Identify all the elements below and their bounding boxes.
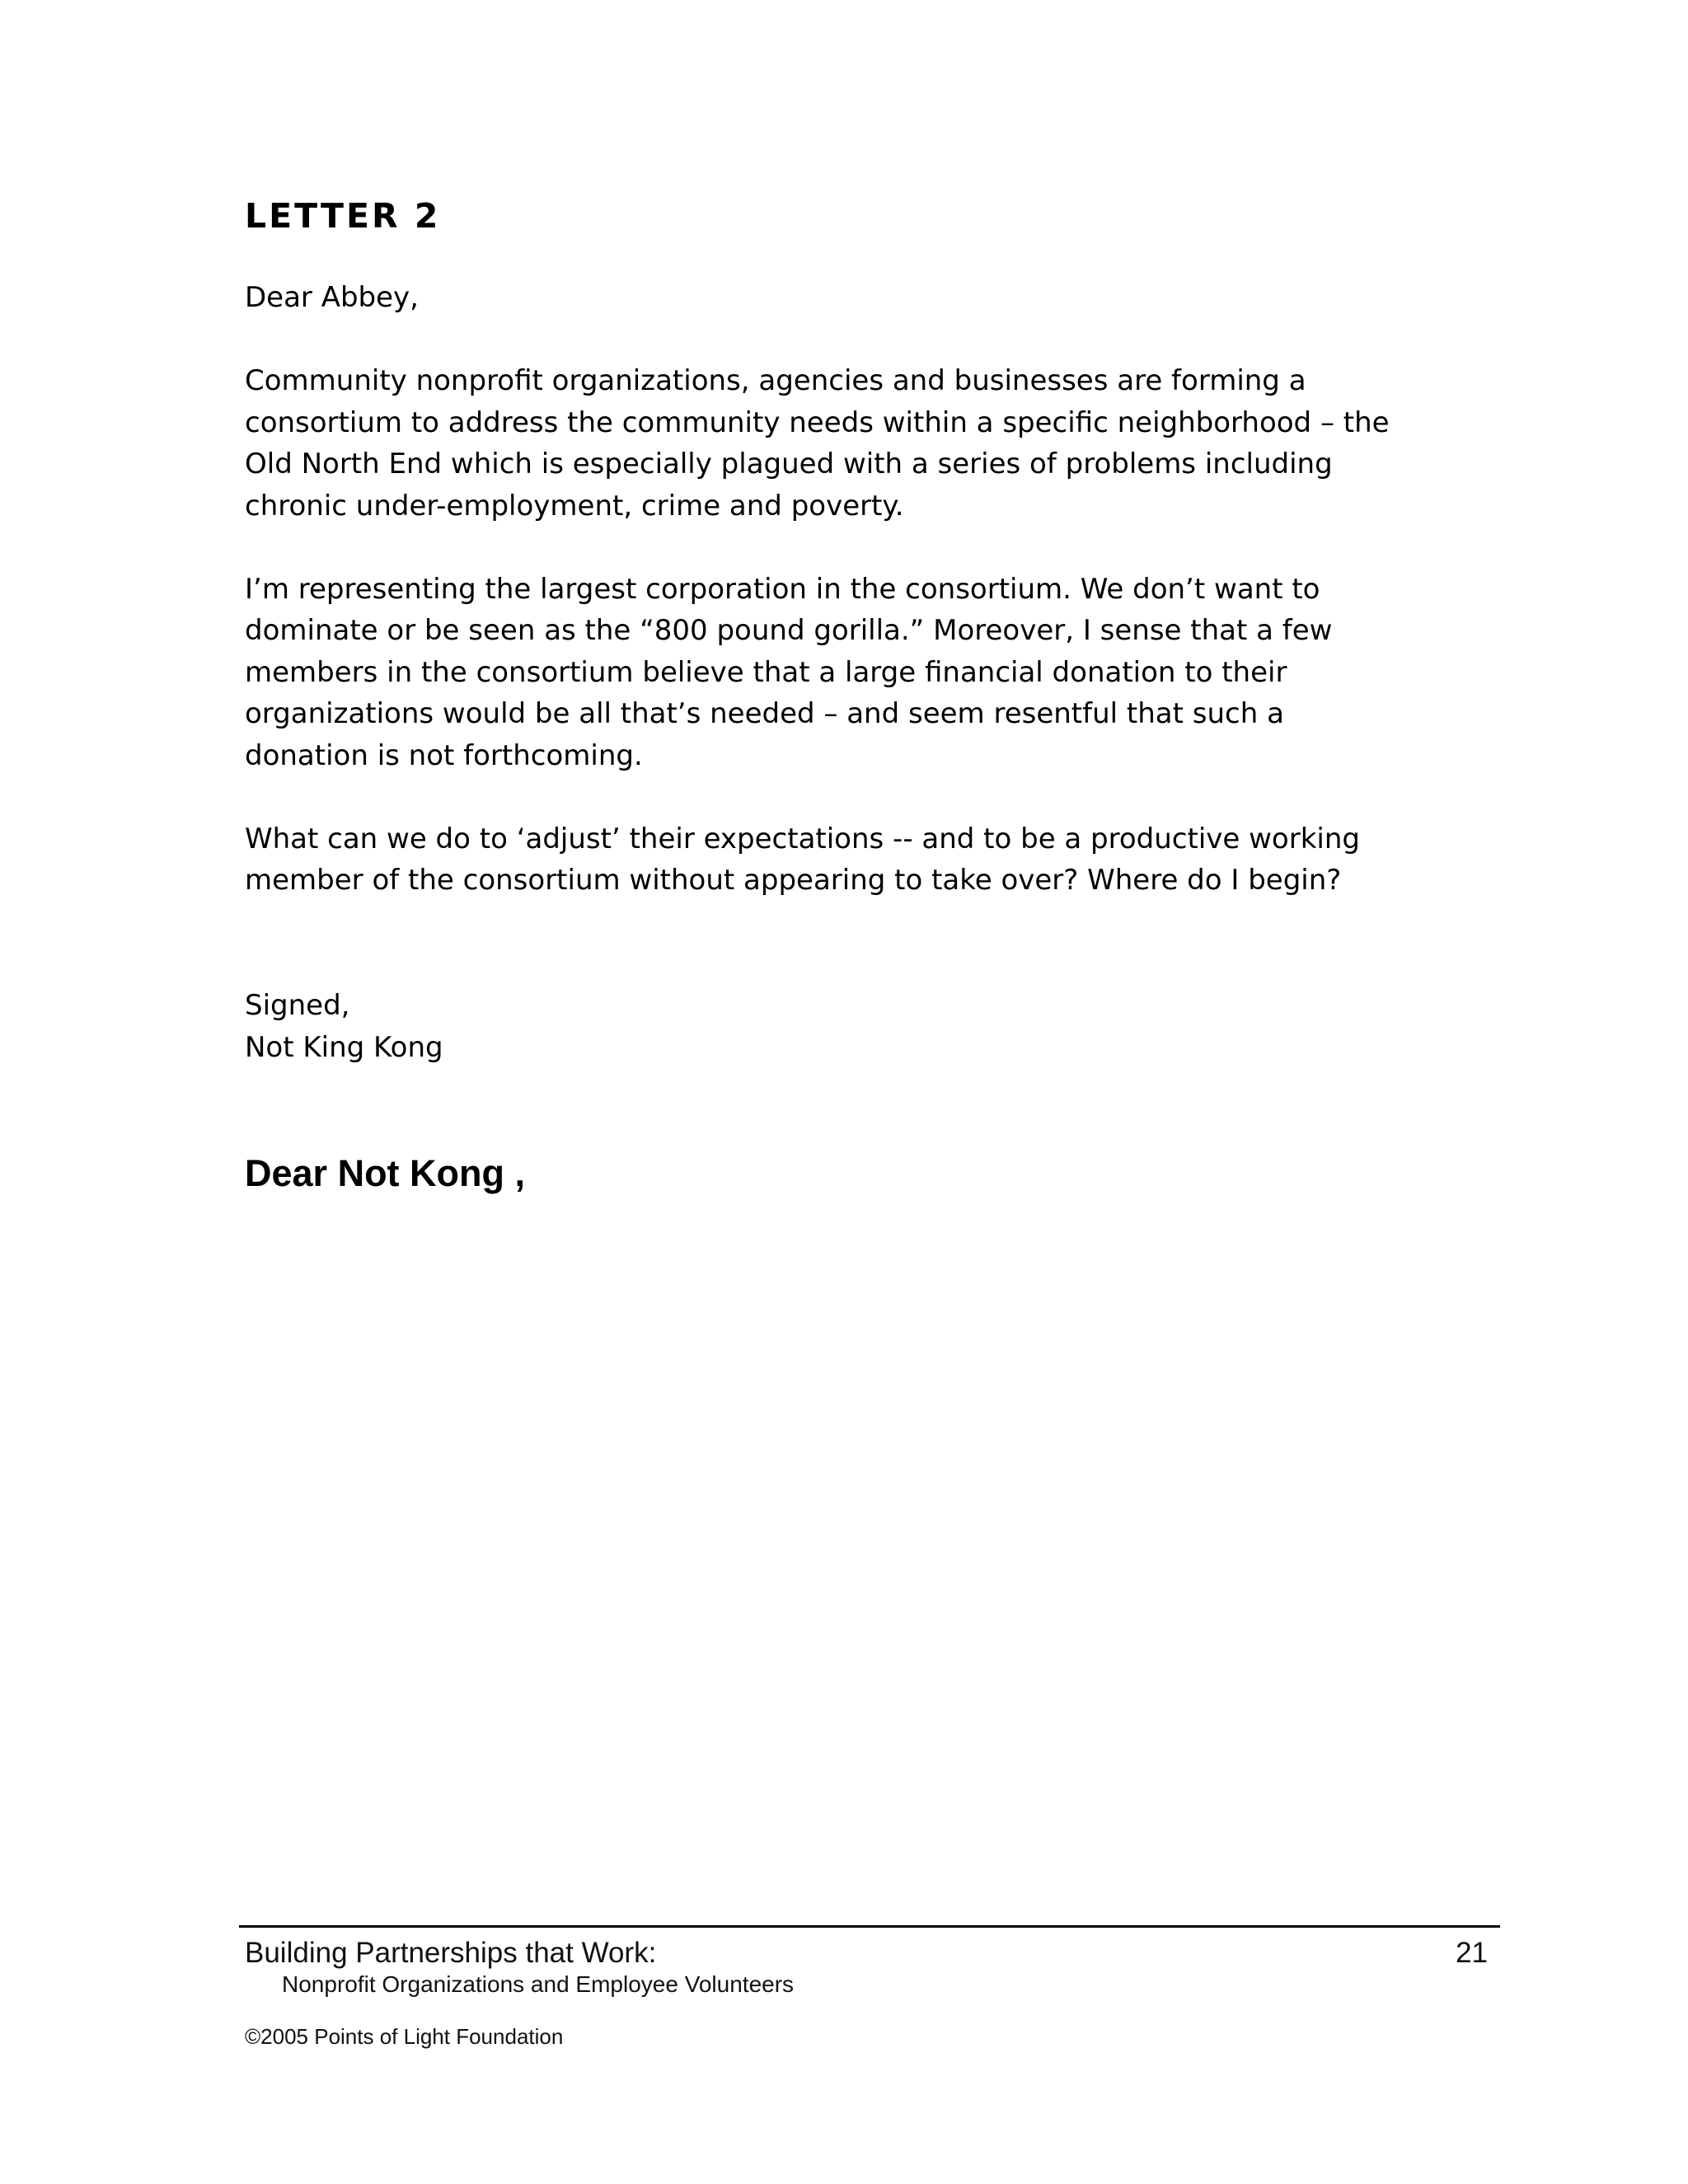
letter-line: chronic under-employment, crime and poverty. xyxy=(245,489,904,523)
footer-divider xyxy=(239,1925,1500,1928)
letter-signer: Not King Kong xyxy=(245,1030,443,1064)
letter-line: dominate or be seen as the “800 pound gorilla.” Moreover, I sense that a few xyxy=(245,614,1333,647)
letter-line: donation is not forthcoming. xyxy=(245,738,643,772)
letter-signature xyxy=(245,985,443,1068)
letter-paragraph xyxy=(245,818,1415,902)
letter-line: What can we do to ‘adjust’ their expectations -- and to be a productive working xyxy=(245,822,1360,855)
reply-salutation: Dear Not Kong , xyxy=(245,1152,526,1194)
letter-line: consortium to address the community needs within a specific neighborhood – the xyxy=(245,405,1390,439)
letter-closing: Signed, xyxy=(245,989,350,1022)
letter-body xyxy=(245,277,1415,943)
letter-heading: LETTER 2 xyxy=(245,196,441,236)
letter-line: member of the consortium without appearing to take over? Where do I begin? xyxy=(245,864,1342,897)
letter-line: Old North End which is especially plagued with a series of problems including xyxy=(245,448,1333,480)
footer-subtitle: Nonprofit Organizations and Employee Volunteers xyxy=(282,1971,795,1997)
letter-paragraph xyxy=(245,360,1415,527)
page-number: 21 xyxy=(1456,1937,1488,1969)
footer-title: Building Partnerships that Work: xyxy=(245,1937,657,1969)
copyright-notice: ©2005 Points of Light Foundation xyxy=(245,2024,564,2049)
letter-line: members in the consortium believe that a large financial donation to their xyxy=(245,655,1287,689)
letter-line: I’m representing the largest corporation in the consortium. We don’t want to xyxy=(245,572,1320,606)
letter-line: organizations would be all that’s needed – and seem resentful that such a xyxy=(245,697,1284,730)
letter-line: Community nonprofit organizations, agencies and businesses are forming a xyxy=(245,364,1306,397)
letter-salutation: Dear Abbey, xyxy=(245,281,419,314)
letter-paragraph xyxy=(245,569,1415,777)
